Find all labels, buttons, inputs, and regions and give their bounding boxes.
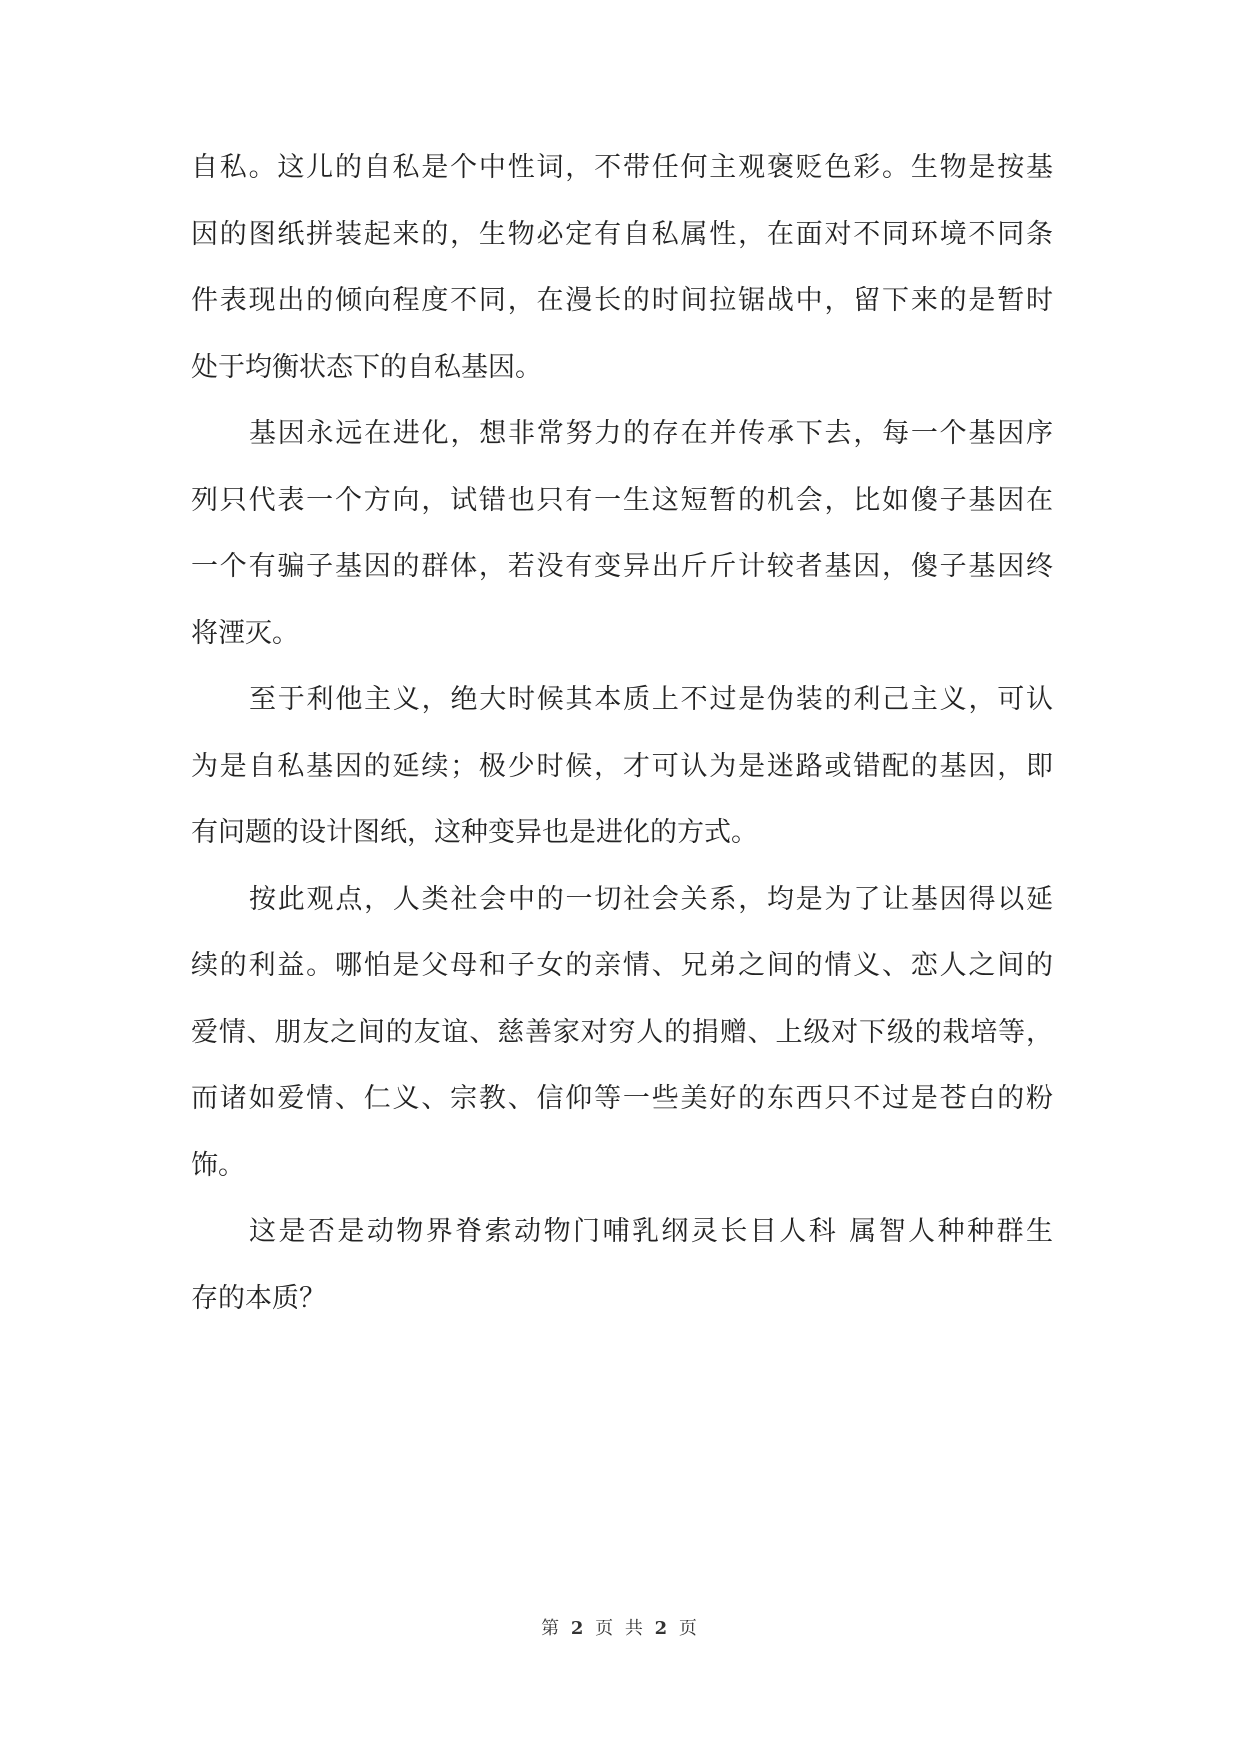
paragraph-line: 一个有骗子基因的群体，若没有变异出斤斤计较者基因，傻子基因终 — [191, 551, 1053, 582]
paragraph-line: 件表现出的倾向程度不同，在漫长的时间拉锯战中，留下来的是暂时 — [191, 285, 1053, 316]
footer-total-pages: 2 — [654, 1618, 671, 1639]
footer-prefix: 第 — [541, 1618, 563, 1639]
paragraph-line: 将湮灭。 — [191, 617, 299, 649]
paragraph — [191, 682, 1053, 851]
paragraph-line: 续的利益。哪怕是父母和子女的亲情、兄弟之间的情义、恋人之间的 — [191, 950, 1053, 981]
footer-suffix: 页 — [678, 1618, 700, 1639]
paragraph-line: 按此观点，人类社会中的一切社会关系，均是为了让基因得以延 — [249, 883, 1053, 915]
paragraph-line: 自私。这儿的自私是个中性词，不带任何主观褒贬色彩。生物是按基 — [191, 152, 1053, 183]
paragraph — [191, 882, 1053, 1184]
paragraph-line: 处于均衡状态下的自私基因。 — [191, 351, 542, 383]
document-body — [191, 150, 1053, 1347]
paragraph — [191, 1214, 1053, 1317]
page-footer — [0, 1614, 1241, 1640]
paragraph-line: 至于利他主义，绝大时候其本质上不过是伪装的利己主义，可认 — [249, 684, 1053, 715]
footer-middle: 页 共 — [595, 1618, 646, 1639]
paragraph-line: 而诸如爱情、仁义、宗教、信仰等一些美好的东西只不过是苍白的粉 — [191, 1083, 1053, 1114]
paragraph-line: 有问题的设计图纸，这种变异也是进化的方式。 — [191, 817, 758, 848]
paragraph-line: 基因永远在进化，想非常努力的存在并传承下去，每一个基因序 — [249, 418, 1053, 449]
paragraph-line: 因的图纸拼装起来的，生物必定有自私属性，在面对不同环境不同条 — [191, 218, 1053, 250]
paragraph-line: 饰。 — [191, 1149, 245, 1181]
paragraph-line: 为是自私基因的延续；极少时候，才可认为是迷路或错配的基因，即 — [191, 750, 1053, 782]
paragraph — [191, 150, 1053, 386]
paragraph-line: 爱情、朋友之间的友谊、慈善家对穷人的捐赠、上级对下级的栽培等， — [191, 1016, 1053, 1048]
paragraph-line: 列只代表一个方向，试错也只有一生这短暂的机会，比如傻子基因在 — [191, 484, 1053, 516]
paragraph-line: 存的本质？ — [191, 1282, 326, 1314]
paragraph — [191, 416, 1053, 652]
paragraph-line: 这是否是动物界脊索动物门哺乳纲灵长目人科 属智人种种群生 — [249, 1216, 1053, 1247]
footer-page-number: 2 — [570, 1618, 587, 1639]
